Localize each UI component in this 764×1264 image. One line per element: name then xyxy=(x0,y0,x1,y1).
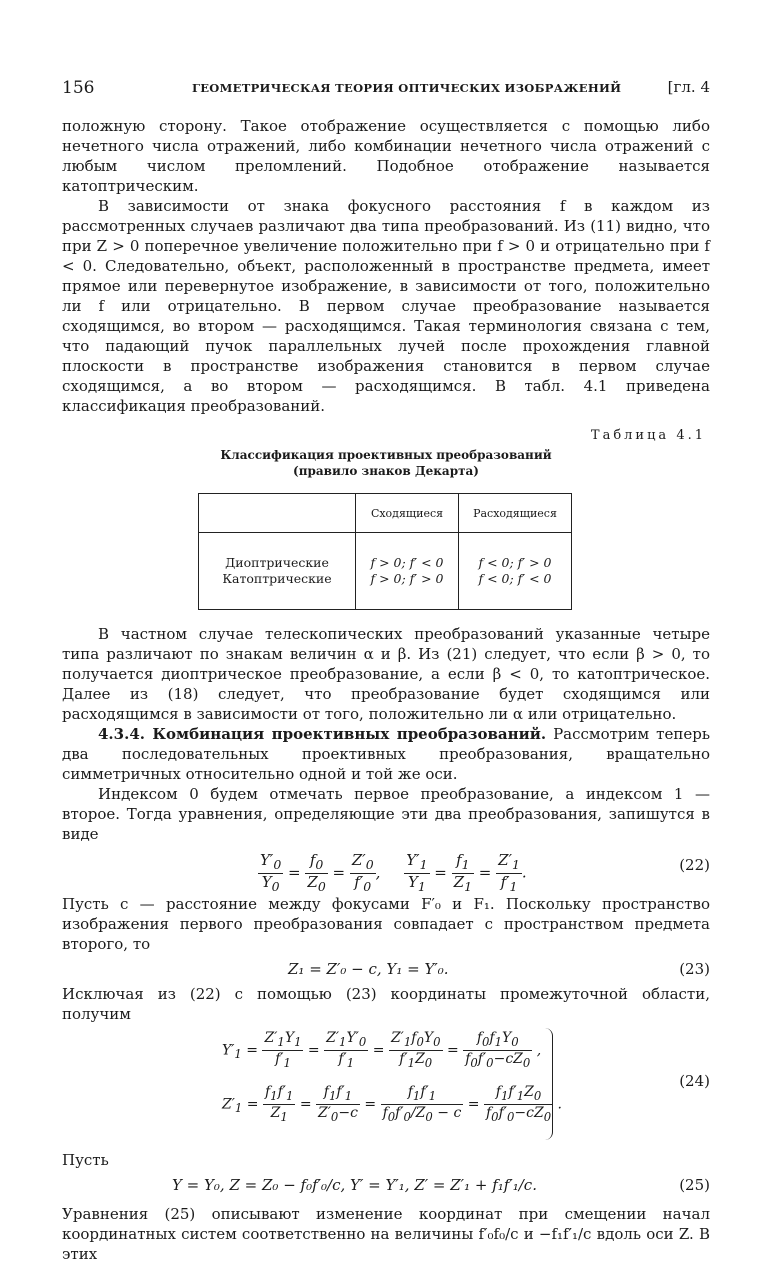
table-caption: Таблица 4.1 xyxy=(590,428,706,443)
cell-catoptric-converging: f > 0; f′ > 0 xyxy=(370,571,444,586)
row-label-catoptric: Катоптрические xyxy=(222,571,332,586)
equation-25-body: Y = Y₀, Z = Z₀ − f₀f′₀/c, Y′ = Y′₁, Z′ = Z′₁ + f₁f′₁/c. xyxy=(172,1176,537,1194)
equation-24-line1: $Y'_1$ = $\frac{Z'_1Y_1}{f'_1}$ = $\frac{Z'_1Y'_0}{f'_1}$ = $\frac{Z'_1f_0Y_0}{f'_1Z_0}$ = $\frac{f_0f_1Y_0}{f_0f'_0-cZ_0}$ , xyxy=(222,1030,542,1070)
paragraph-2: В зависимости от знака фокусного расстояния f в каждом из рассмотренных случаев различают два типа преобразований. Из (11) видно, что при Z > 0 поперечное увеличение положительно при f > 0 и отрицательно при f < 0. Следовательно, объект, расположенный в пространстве предмета, имеет прямое или перевернутое изображение, в зависимости от того, положительно ли f или отрицательно. В первом случае преобразование называется сходящимся, во втором — расходящимся. Такая терминология связана с тем, что падающий пучок параллельных лучей после прохождения главной плоскости в пространстве изображения становится в первом случае сходящимся, а во втором — расходящимся. В табл. 4.1 приведена классификация преобразований. xyxy=(62,197,710,415)
row-label-dioptric: Диоптрические xyxy=(225,555,329,570)
section-heading: 4.3.4. Комбинация проективных преобразований. xyxy=(98,725,547,743)
table-row-labels xyxy=(199,533,356,610)
paragraph-4-text: Рассмотрим теперь два последовательных проективных преобразования, вращательно симметричных относительно одной и той же оси. xyxy=(62,725,710,783)
table-title xyxy=(62,447,710,479)
equation-24-brace xyxy=(542,1028,553,1140)
equation-24-line2: $Z'_1$ = $\frac{f_1f'_1}{Z_1}$ = $\frac{f_1f'_1}{Z'_0-c}$ = $\frac{f_1f'_1}{f_0f'_0/Z_0 - c}$ = $\frac{f_1f'_1Z_0}{f_0f'_0-cZ_0}$ . xyxy=(222,1084,563,1124)
running-header xyxy=(62,72,710,102)
equation-23-number: (23) xyxy=(679,960,710,978)
equation-24 xyxy=(62,1024,710,1150)
cell-catoptric-diverging: f < 0; f′ < 0 xyxy=(478,571,552,586)
equation-23-body: Z₁ = Z′₀ − c, Y₁ = Y′₀. xyxy=(288,960,449,978)
paragraph-1: положную сторону. Такое отображение осуществляется с помощью либо нечетного числа отражений, либо комбинации нечетного числа отражений с любым числом преломлений. Подобное отображение называется катоптрическим. xyxy=(62,117,710,195)
table-header-diverging: Расходящиеся xyxy=(459,494,572,533)
equation-25 xyxy=(62,1170,710,1204)
paragraph-3: В частном случае телескопических преобразований указанные четыре типа различают по знакам величин α и β. Из (21) следует, что если β > 0, то получается диоптрическое преобразование, а если β < 0, то катоптрическое. Далее из (18) следует, что преобразование будет сходящимся или расходящимся в зависимости от того, положительно ли α или отрицательно. xyxy=(62,625,710,723)
table-header-row xyxy=(199,494,572,533)
table-title-line2: (правило знаков Декарта) xyxy=(293,464,479,478)
paragraph-5: Индексом 0 будем отмечать первое преобразование, а индексом 1 — второе. Тогда уравнения, определяющие эти два преобразования, запишутся в виде xyxy=(62,785,710,843)
page xyxy=(62,72,710,1264)
table-body-row xyxy=(199,533,572,610)
paragraph-4 xyxy=(62,724,710,784)
paragraph-8: Пусть xyxy=(62,1151,109,1169)
equation-25-number: (25) xyxy=(679,1176,710,1194)
table-title-line1: Классификация проективных преобразований xyxy=(220,448,552,462)
equation-22-number: (22) xyxy=(679,856,710,874)
equation-24-number: (24) xyxy=(679,1072,710,1090)
table-header-converging: Сходящиеся xyxy=(356,494,459,533)
paragraph-7: Исключая из (22) с помощью (23) координаты промежуточной области, получим xyxy=(62,985,710,1023)
equation-22-body: $\frac{Y'_0}{Y_0}$ = $\frac{f_0}{Z_0}$ = $\frac{Z'_0}{f'_0}$ , $\frac{Y'_1}{Y_1}$ = $\frac{f_1}{Z_1}$ = $\frac{Z'_1}{f'_1}$ . xyxy=(260,851,527,894)
table-col-converging xyxy=(356,533,459,610)
cell-dioptric-converging: f > 0; f′ < 0 xyxy=(370,555,444,570)
classification-table xyxy=(198,493,572,610)
table-col-diverging xyxy=(459,533,572,610)
paragraph-9: Уравнения (25) описывают изменение координат при смещении начал координатных систем соответственно на величины f′₀f₀/c и −f₁f′₁/c вдоль оси Z. В этих xyxy=(62,1205,710,1263)
chapter-label: [гл. 4 xyxy=(667,78,710,96)
paragraph-6: Пусть c — расстояние между фокусами F′₀ и F₁. Поскольку пространство изображения первого преобразования совпадает с пространством предмета второго, то xyxy=(62,895,710,953)
equation-23 xyxy=(62,954,710,984)
cell-dioptric-diverging: f < 0; f′ > 0 xyxy=(478,555,552,570)
equation-22 xyxy=(62,844,710,894)
running-title: ГЕОМЕТРИЧЕСКАЯ ТЕОРИЯ ОПТИЧЕСКИХ ИЗОБРАЖЕНИЙ xyxy=(192,81,622,95)
table-corner-cell xyxy=(199,494,356,533)
page-number: 156 xyxy=(62,78,95,98)
